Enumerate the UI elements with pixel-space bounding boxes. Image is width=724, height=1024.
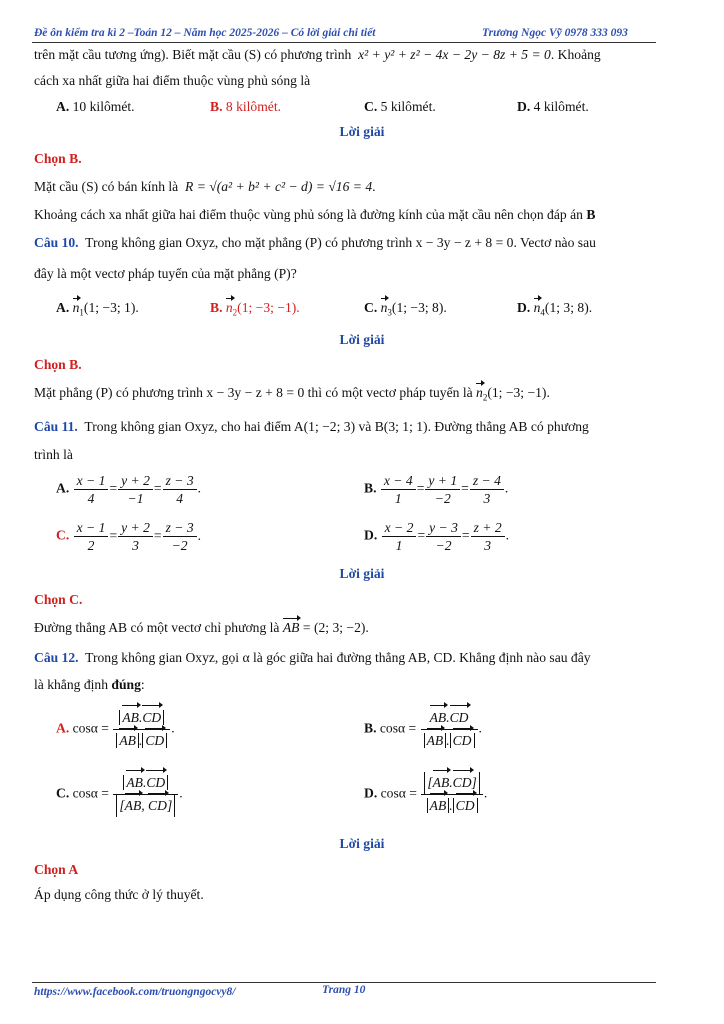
q9-option-d: D. 4 kilômét.	[517, 99, 589, 114]
q12-label: Câu 12.	[34, 650, 79, 665]
q12-choose: Chọn A	[34, 862, 79, 877]
q9-option-b: B. 8 kilômét.	[210, 99, 282, 114]
sphere-equation: x² + y² + z² − 4x − 2y − 8z + 5 = 0	[358, 47, 551, 62]
q11-text-2: trình là	[34, 447, 73, 462]
q12-option-c: C. cosα = $\frac{AB.CD}{[AB, CD]}$ .	[56, 772, 183, 817]
q11-choose: Chọn C.	[34, 592, 83, 607]
q11-option-c: C. $\frac{x - 1}{2}$ = $\frac{y + 2}{3}$ = $\frac{z - 3}{-2}$ .	[56, 520, 202, 553]
q9-sol-line-1: Mặt cầu (S) có bán kính là R = √(a² + b² + c² − d) = √16 = 4.	[34, 179, 376, 194]
radius-formula: R = √(a² + b² + c² − d) = √16 = 4	[185, 179, 373, 194]
q12-solution: Áp dụng công thức ở lý thuyết.	[34, 887, 204, 902]
q12-option-d: D. cosα = $\frac{[AB.CD]}{AB . CD}$ .	[364, 772, 487, 817]
solution-heading-q11: Lời giải	[339, 566, 385, 581]
page-number: Trang 10	[322, 984, 366, 996]
q10-option-d: D. $n_4(1$; 3; 8).	[517, 300, 593, 318]
q10-option-a: A. $n_1(1$; −3; 1).	[56, 300, 139, 318]
q10-solution: Mặt phẳng (P) có phương trình x − 3y − z + 8 = 0 thì có một vectơ pháp tuyến là $n_2(1$; −3; −1).	[34, 385, 550, 403]
q11-option-b: B. $\frac{x - 4}{1}$ = $\frac{y + 1}{-2}$ = $\frac{z - 4}{3}$ .	[364, 473, 509, 506]
q12-option-b: B. cosα = $\frac{AB.CD}{AB . CD}$ .	[364, 707, 482, 752]
q12-text-1: Câu 12. Trong không gian Oxyz, gọi α là góc giữa hai đường thẳng AB, CD. Khẳng định nào sau đây	[34, 650, 591, 665]
q11-label: Câu 11.	[34, 419, 78, 434]
q11-solution: Đường thẳng AB có một vectơ chỉ phương là AB = (2; 3; −2).	[34, 620, 369, 635]
solution-heading: Lời giải	[339, 124, 385, 139]
q9-option-a: A. 10 kilômét.	[56, 99, 135, 114]
q10-choose: Chọn B.	[34, 357, 82, 372]
solution-heading-q12: Lời giải	[339, 836, 385, 851]
intro-line-1: trên mặt cầu tương ứng). Biết mặt cầu (S) có phương trình x² + y² + z² − 4x − 2y − 8z + 5 = 0. Khoảng	[34, 47, 601, 62]
q10-text-2: đây là một vectơ pháp tuyến của mặt phẳng (P)?	[34, 266, 297, 281]
q10-label: Câu 10.	[34, 235, 79, 250]
q10-text-1: Câu 10. Trong không gian Oxyz, cho mặt phẳng (P) có phương trình x − 3y − z + 8 = 0. Vectơ nào sau	[34, 235, 596, 250]
footer-link[interactable]: https://www.facebook.com/truongngocvy8/	[34, 986, 236, 998]
q11-option-d: D. $\frac{x - 2}{1}$ = $\frac{y - 3}{-2}$ = $\frac{z + 2}{3}$ .	[364, 520, 510, 553]
q9-option-c: C. 5 kilômét.	[364, 99, 436, 114]
q12-text-2: là khẳng định đúng:	[34, 677, 145, 692]
header-rule	[32, 42, 656, 43]
q11-text-1: Câu 11. Trong không gian Oxyz, cho hai điểm A(1; −2; 3) và B(3; 1; 1). Đường thẳng AB có phương	[34, 419, 589, 434]
header-author: Trương Ngọc Vỹ 0978 333 093	[482, 27, 628, 39]
q9-sol-line-2: Khoảng cách xa nhất giữa hai điểm thuộc vùng phủ sóng là đường kính của mặt cầu nên chọn đáp án B	[34, 207, 596, 222]
q10-option-b: B. $n_2(1$; −3; −1).	[210, 300, 300, 318]
q9-choose: Chọn B.	[34, 151, 82, 166]
header-title: Đề ôn kiểm tra kì 2 –Toán 12 – Năm học 2025-2026 – Có lời giải chi tiết	[34, 27, 376, 39]
footer-rule	[32, 982, 656, 983]
solution-heading-q10: Lời giải	[339, 332, 385, 347]
intro-line-2: cách xa nhất giữa hai điểm thuộc vùng phủ sóng là	[34, 73, 311, 88]
q11-option-a: A. $\frac{x - 1}{4}$ = $\frac{y + 2}{-1}$ = $\frac{z - 3}{4}$ .	[56, 473, 202, 506]
q12-option-a: A. cosα = $\frac{AB.CD}{AB . CD}$ .	[56, 707, 175, 752]
q10-option-c: C. $n_3(1$; −3; 8).	[364, 300, 447, 318]
